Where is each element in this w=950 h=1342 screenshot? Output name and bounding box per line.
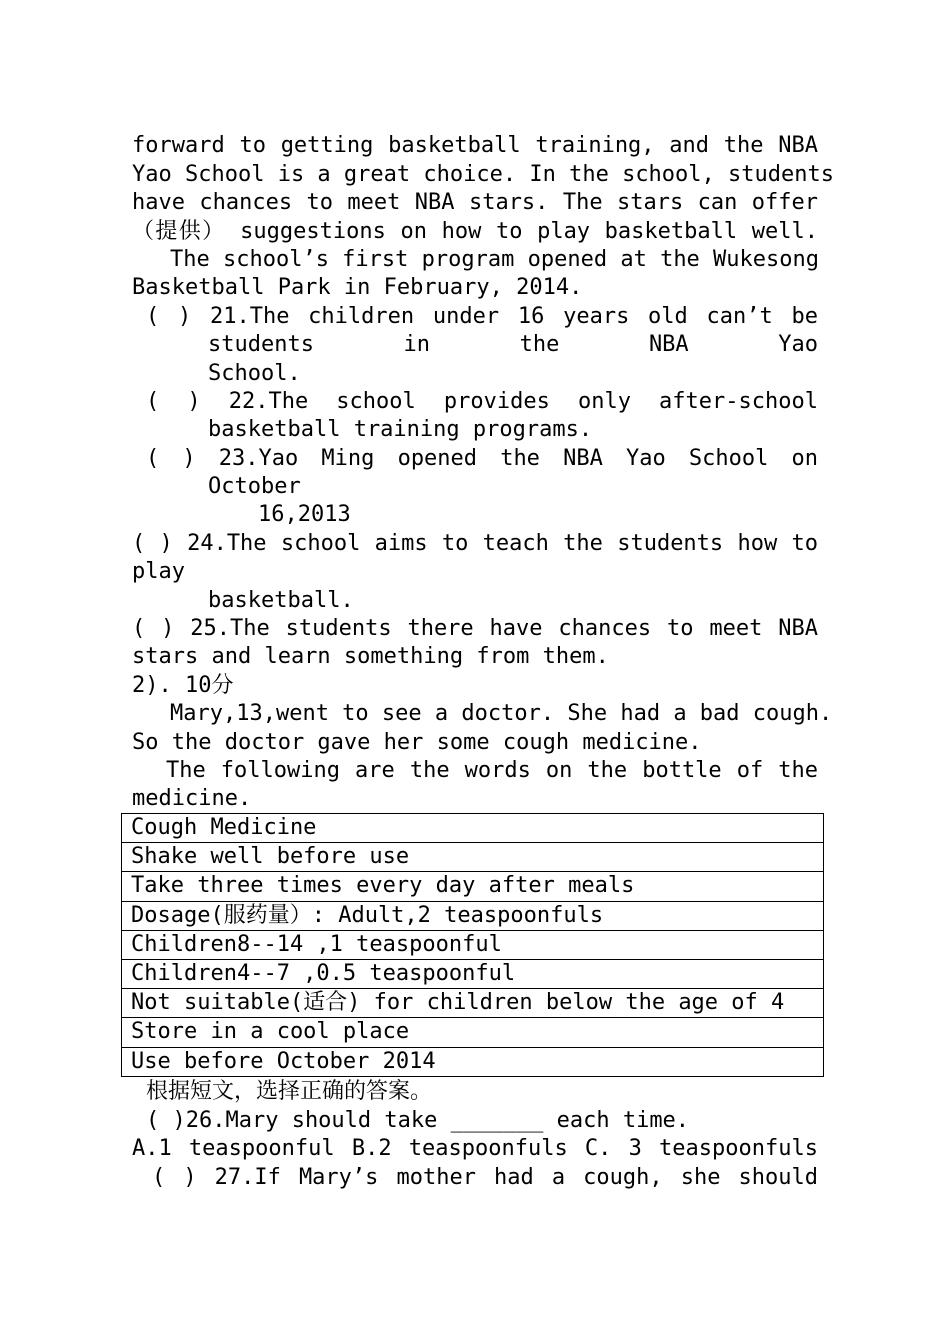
question-25: ( ) 25.The students there have chances to meet NBA [132, 616, 818, 641]
table-cell: Not suitable(适合) for children below the age of 4 [122, 989, 824, 1018]
question-27: ( ) 27.If Mary’s mother had a cough, she should [152, 1165, 818, 1190]
table-cell: Cough Medicine [122, 814, 824, 843]
instruction: 根据短文，选择正确的答案。 [146, 1079, 433, 1104]
section-line: The following are the words on the bottle of the [166, 758, 818, 783]
table-cell: Store in a cool place [122, 1018, 824, 1047]
question-23: ( ) 23.Yao Ming opened the NBA Yao School on [146, 446, 818, 471]
question-24: ( ) 24.The school aims to teach the students how to [132, 531, 818, 556]
table-row [122, 872, 824, 901]
passage-line: The school’s first program opened at the Wukesong [170, 247, 820, 272]
table-row [122, 989, 824, 1018]
passage-line: （提供） suggestions on how to play basketball well. [132, 219, 818, 244]
table-cell: Take three times every day after meals [122, 872, 824, 901]
medicine-label-table [121, 813, 824, 1077]
question-26: ( )26.Mary should take _______ each time. [146, 1108, 690, 1133]
question-21-cont: students in the NBA Yao [208, 332, 818, 357]
table-cell: Shake well before use [122, 843, 824, 872]
table-row [122, 1047, 824, 1076]
table-cell: Dosage(服药量）: Adult,2 teaspoonfuls [122, 901, 824, 930]
question-26-options: A.1 teaspoonful B.2 teaspoonfuls C. 3 teaspoonfuls [132, 1136, 818, 1161]
question-25-cont: stars and learn something from them. [132, 644, 609, 669]
question-21: ( ) 21.The children under 16 years old can’t be [146, 304, 818, 329]
section-line: Mary,13,went to see a doctor. She had a bad cough. [170, 701, 833, 726]
question-22-cont: basketball training programs. [208, 417, 593, 442]
table-cell: Children4--7 ,0.5 teaspoonful [122, 959, 824, 988]
passage-line: have chances to meet NBA stars. The stars can offer [132, 190, 818, 215]
section-heading: 2). 10分 [132, 673, 234, 698]
question-23-cont: 16,2013 [258, 502, 351, 527]
passage-line: forward to getting basketball training, and the NBA [132, 133, 818, 158]
question-22: ( ) 22.The school provides only after-school [146, 389, 818, 414]
table-row [122, 843, 824, 872]
table-cell: Use before October 2014 [122, 1047, 824, 1076]
question-21-cont: School. [208, 361, 301, 386]
question-24-cont: basketball. [208, 588, 354, 613]
passage-line: Basketball Park in February, 2014. [132, 275, 583, 300]
question-24-cont: play [132, 559, 185, 584]
table-row [122, 814, 824, 843]
table-row [122, 901, 824, 930]
table-row [122, 930, 824, 959]
section-line: medicine. [132, 786, 252, 811]
section-line: So the doctor gave her some cough medicine. [132, 730, 702, 755]
table-row [122, 1018, 824, 1047]
question-23-cont: October [208, 474, 301, 499]
table-cell: Children8--14 ,1 teaspoonful [122, 930, 824, 959]
passage-line: Yao School is a great choice. In the school, students [132, 162, 834, 187]
table-row [122, 959, 824, 988]
